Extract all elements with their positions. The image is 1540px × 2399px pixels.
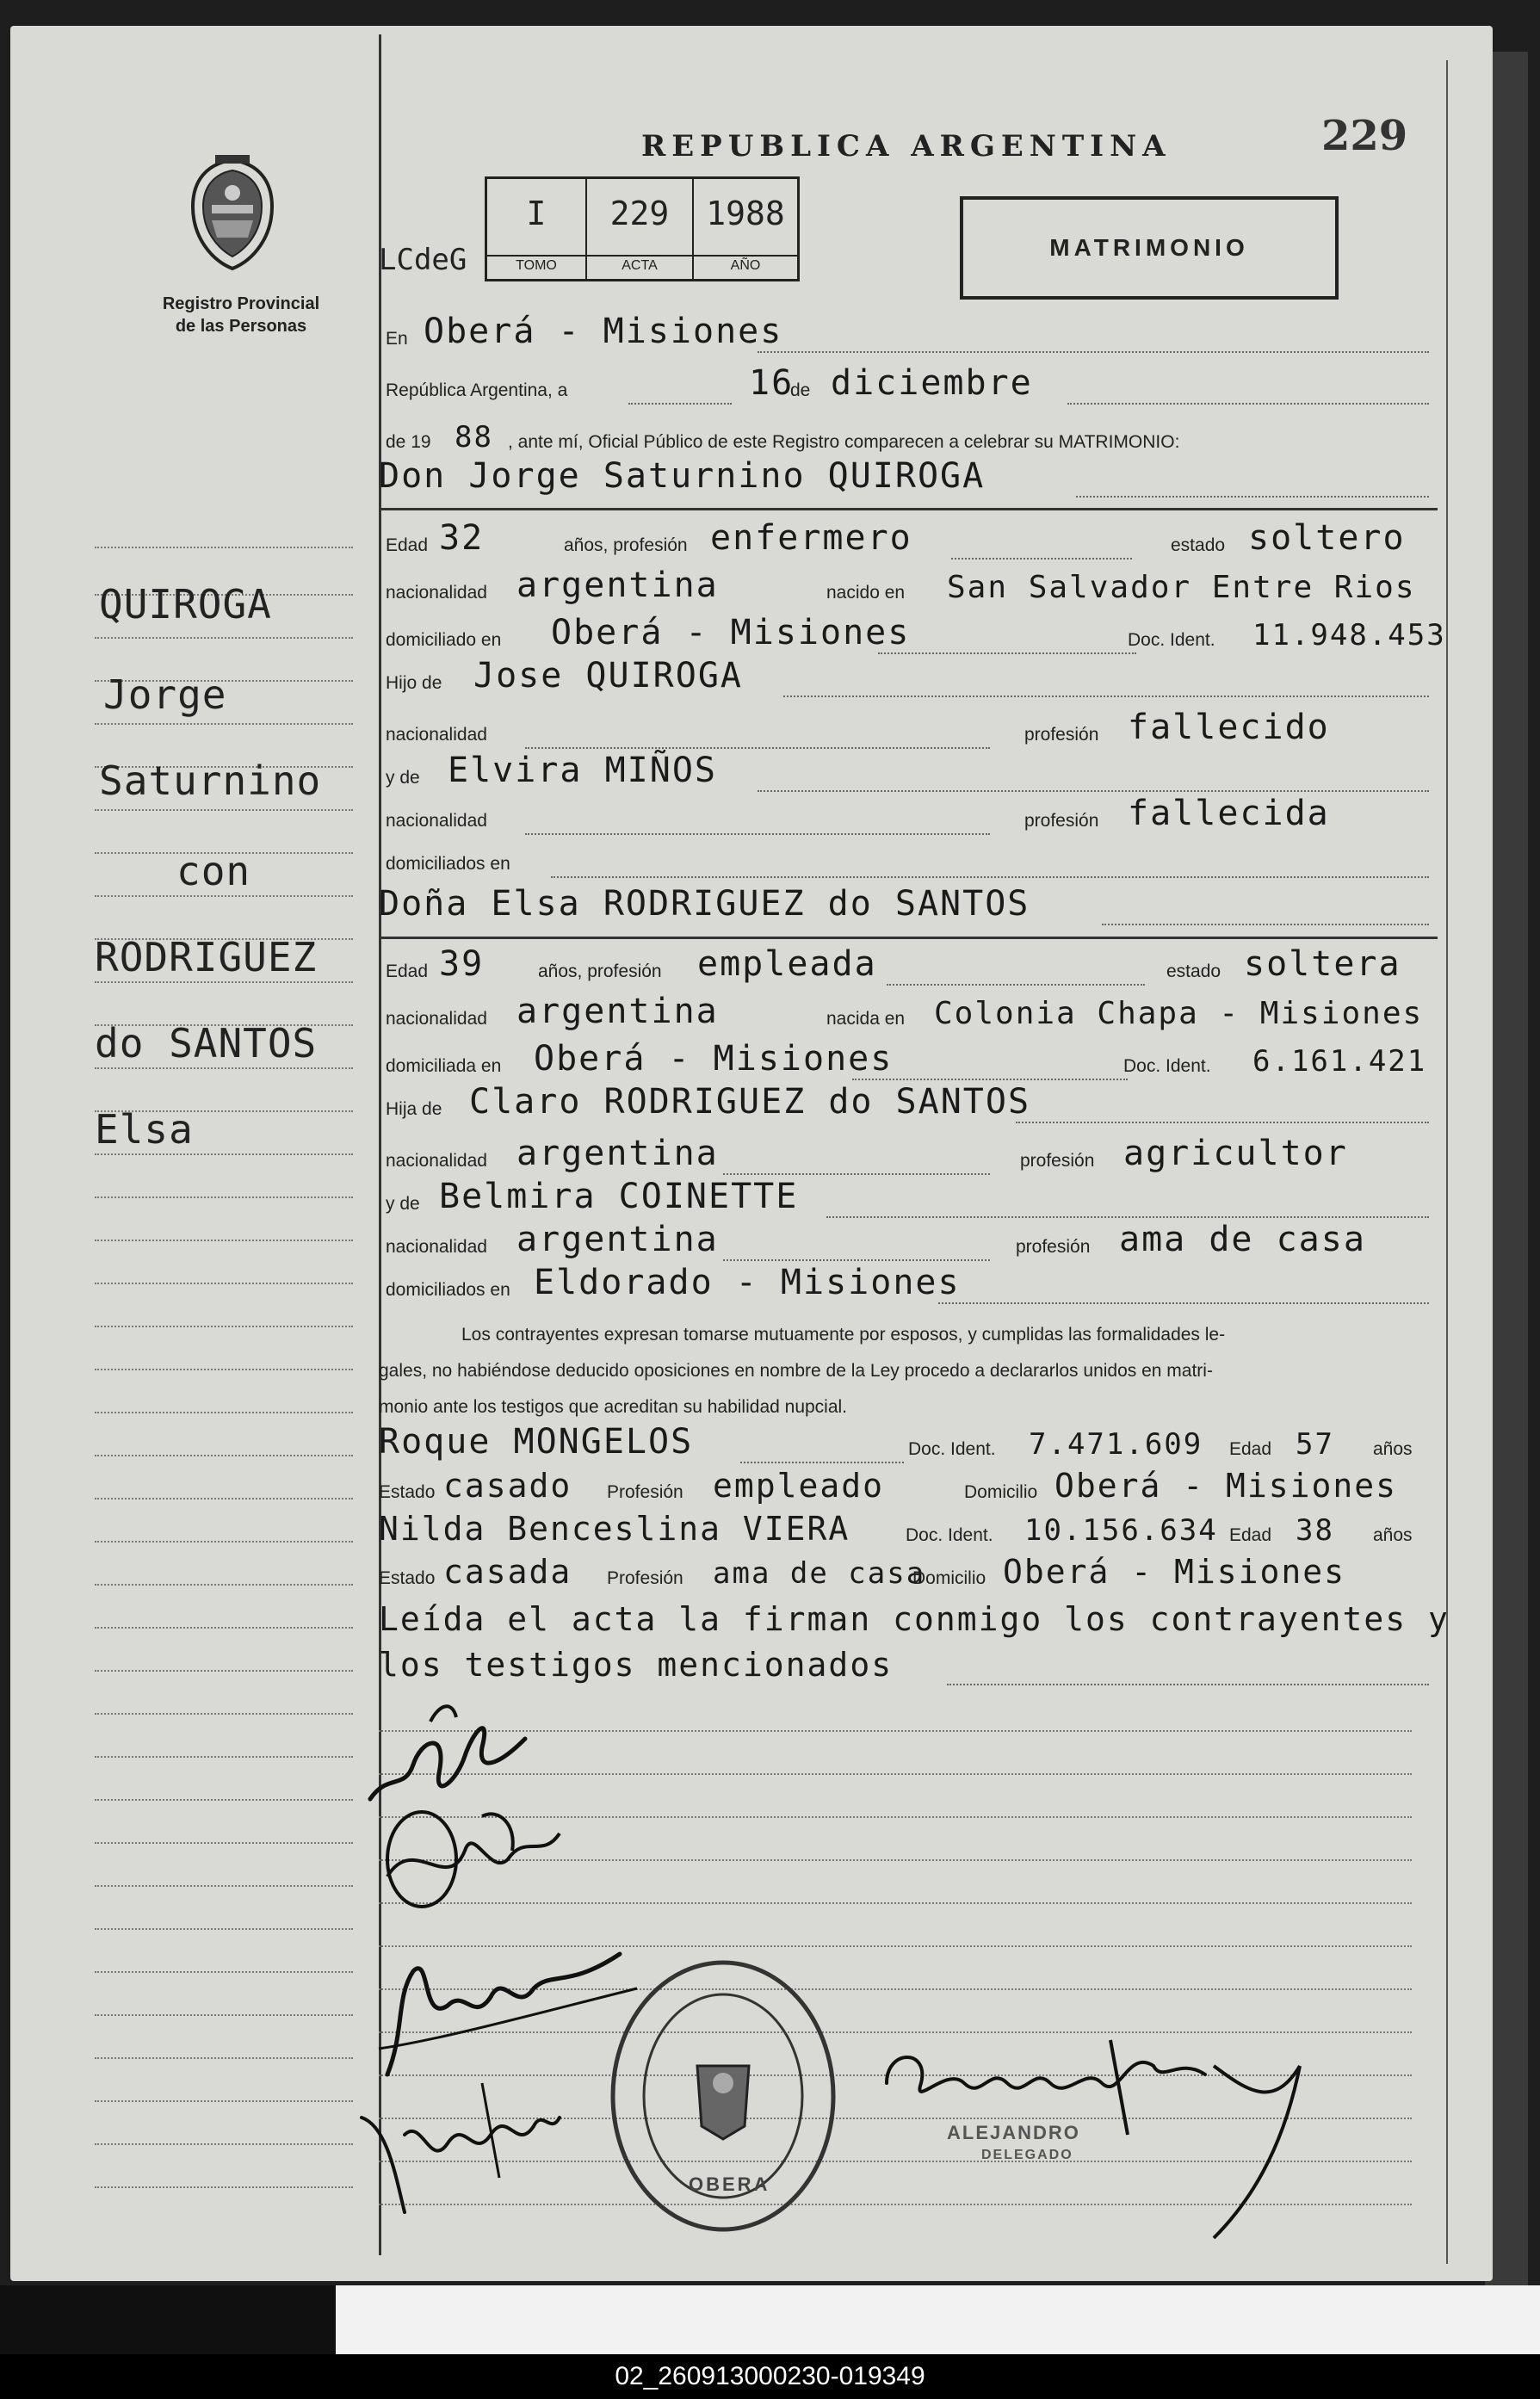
ante-text: , ante mí, Oficial Público de este Registro comparecen a celebrar su MATRIMONIO: bbox=[508, 432, 1180, 452]
statement-line-3: monio ante los testigos que acreditan su habilidad nupcial. bbox=[379, 1397, 848, 1417]
fill-line bbox=[1102, 924, 1429, 925]
yde-label: y de bbox=[386, 768, 420, 788]
fill-line bbox=[1067, 403, 1429, 405]
groom-father-nac-row bbox=[379, 708, 1438, 749]
tomo-label: TOMO bbox=[487, 255, 585, 277]
stamp-center-text: OBERA bbox=[689, 2173, 770, 2195]
nacionalidad-label: nacionalidad bbox=[386, 1237, 487, 1257]
domiciliada-label: domiciliada en bbox=[386, 1056, 502, 1076]
nacido-label: nacido en bbox=[826, 583, 906, 603]
profesion-label: Profesión bbox=[607, 1482, 683, 1502]
fill-line bbox=[951, 558, 1132, 560]
margin-rule bbox=[95, 1713, 353, 1715]
closing-line-2 bbox=[379, 1646, 1438, 1685]
official-title: DELEGADO bbox=[981, 2148, 1073, 2162]
estado-label: Estado bbox=[379, 1482, 436, 1502]
margin-rule bbox=[95, 2057, 353, 2059]
bride-dom-row bbox=[379, 1039, 1438, 1080]
nacida-label: nacida en bbox=[826, 1009, 906, 1029]
margin-rule bbox=[95, 637, 353, 639]
place-value: Oberá - Misiones bbox=[424, 312, 783, 351]
nacionalidad-label: nacionalidad bbox=[386, 811, 487, 831]
bride-nacionalidad: argentina bbox=[516, 992, 719, 1031]
fill-line bbox=[740, 1462, 904, 1463]
margin-rule bbox=[95, 1369, 353, 1370]
fill-line bbox=[525, 833, 990, 835]
witness-1-domicilio: Oberá - Misiones bbox=[1054, 1467, 1398, 1505]
bride-mother-nacionalidad: argentina bbox=[516, 1220, 719, 1259]
bride-mother-profesion: ama de casa bbox=[1119, 1220, 1366, 1259]
acta-cell bbox=[587, 179, 694, 279]
bride-father-nacionalidad: argentina bbox=[516, 1134, 719, 1173]
edad-label: Edad bbox=[1229, 1439, 1272, 1459]
profesion-label: profesión bbox=[1020, 1151, 1095, 1171]
book-code: LCdeG bbox=[379, 243, 467, 277]
registry-line-2: de las Personas bbox=[175, 317, 307, 336]
groom-estado: soltero bbox=[1248, 518, 1406, 558]
witness-1-doc: 7.471.609 bbox=[1029, 1427, 1203, 1462]
groom-edad-row bbox=[379, 518, 1438, 560]
groom-nacionalidad: argentina bbox=[516, 566, 719, 605]
signature-witness-2 bbox=[353, 2066, 577, 2238]
closing-line-1 bbox=[379, 1600, 1450, 1640]
bride-edad-row bbox=[379, 944, 1438, 986]
scan-border bbox=[336, 2285, 1540, 2354]
hijo-label: Hijo de bbox=[386, 673, 442, 693]
groom-dom-row bbox=[379, 613, 1446, 654]
margin-middle-name: Saturnino bbox=[99, 757, 322, 804]
place-row bbox=[379, 312, 1438, 353]
year-row bbox=[379, 422, 1438, 456]
groom-domiciliado: Oberá - Misiones bbox=[551, 613, 911, 652]
margin-rule bbox=[95, 1240, 353, 1241]
acta-value: 229 bbox=[609, 195, 670, 232]
signature-official bbox=[869, 2031, 1317, 2255]
profesion-label: profesión bbox=[1024, 811, 1099, 831]
ano-cell bbox=[694, 179, 797, 279]
margin-rule bbox=[95, 2014, 353, 2016]
year-value: 88 bbox=[455, 420, 493, 454]
margin-rule bbox=[95, 1498, 353, 1499]
margin-rule bbox=[95, 2186, 353, 2188]
margin-rule bbox=[95, 1627, 353, 1629]
acta-label: ACTA bbox=[587, 255, 692, 277]
bride-mother: Belmira COINETTE bbox=[439, 1177, 799, 1216]
witness-2-row bbox=[379, 1510, 1438, 1549]
margin-rule bbox=[95, 809, 353, 811]
fill-line bbox=[628, 403, 732, 405]
scan-border bbox=[0, 2285, 336, 2354]
margin-rule bbox=[95, 1799, 353, 1801]
fill-line bbox=[758, 351, 1429, 353]
bride-nac-row bbox=[379, 992, 1438, 1033]
fill-line bbox=[758, 790, 1429, 792]
witness-1-name: Roque MONGELOS bbox=[379, 1422, 694, 1462]
margin-rule bbox=[95, 1412, 353, 1413]
fill-line bbox=[723, 1259, 990, 1261]
groom-nac-row bbox=[379, 566, 1438, 607]
witness-1-estado: casado bbox=[443, 1467, 572, 1505]
section-rule bbox=[379, 937, 1438, 939]
closing-text-1: Leída el acta la firman conmigo los contrayentes y bbox=[379, 1600, 1450, 1638]
profesion-label: profesión bbox=[1024, 725, 1099, 745]
hija-label: Hija de bbox=[386, 1099, 442, 1119]
margin-rule bbox=[95, 1971, 353, 1973]
margin-rule bbox=[95, 1928, 353, 1930]
page-number: 229 bbox=[1321, 112, 1408, 160]
section-rule bbox=[379, 508, 1438, 510]
margin-rule bbox=[95, 1756, 353, 1758]
margin-bride-surname-2: do SANTOS bbox=[95, 1020, 318, 1067]
doc-label: Doc. Ident. bbox=[906, 1525, 993, 1545]
en-label: En bbox=[386, 329, 408, 349]
registry-seal-icon bbox=[181, 155, 284, 275]
bride-estado: soltera bbox=[1244, 944, 1401, 984]
estado-label: estado bbox=[1171, 535, 1226, 555]
witness-1-row bbox=[379, 1422, 1438, 1463]
bride-parents-dom-row bbox=[379, 1263, 1438, 1304]
date-row bbox=[379, 363, 1438, 405]
witness-2-profesion: ama de casa bbox=[713, 1556, 926, 1591]
domiciliados-label: domiciliados en bbox=[386, 1280, 510, 1300]
official-name: ALEJANDRO bbox=[947, 2122, 1080, 2143]
image-id-caption: 02_260913000230-019349 bbox=[615, 2362, 925, 2390]
statement-paragraph bbox=[379, 1317, 1438, 1425]
groom-father: Jose QUIROGA bbox=[473, 656, 743, 696]
doc-label: Doc. Ident. bbox=[1128, 630, 1215, 650]
bride-mother-nac-row bbox=[379, 1220, 1438, 1261]
nacionalidad-label: nacionalidad bbox=[386, 725, 487, 745]
bride-name: Doña Elsa RODRIGUEZ do SANTOS bbox=[379, 884, 1030, 924]
margin-rule bbox=[95, 547, 353, 548]
witness-1-profesion: empleado bbox=[713, 1467, 885, 1505]
fill-line bbox=[1016, 1122, 1429, 1123]
fill-line bbox=[525, 747, 990, 749]
margin-bride-name: Elsa bbox=[95, 1106, 194, 1153]
bride-father-profesion: agricultor bbox=[1123, 1134, 1348, 1173]
bride-nacida: Colonia Chapa - Misiones bbox=[934, 996, 1424, 1031]
edad-label: Edad bbox=[386, 961, 429, 981]
bride-father: Claro RODRIGUEZ do SANTOS bbox=[469, 1082, 1031, 1122]
margin-rule bbox=[95, 1541, 353, 1543]
nacionalidad-label: nacionalidad bbox=[386, 583, 487, 603]
margin-rule bbox=[95, 2100, 353, 2102]
estado-label: Estado bbox=[379, 1568, 436, 1588]
fill-line bbox=[551, 876, 1429, 878]
groom-profesion: enfermero bbox=[710, 518, 912, 558]
day-value: 16 bbox=[749, 363, 795, 403]
groom-father-profesion: fallecido bbox=[1128, 708, 1330, 747]
bride-father-row bbox=[379, 1082, 1438, 1123]
de-label: de bbox=[790, 380, 811, 400]
act-type-box bbox=[960, 196, 1339, 300]
fill-line bbox=[938, 1302, 1429, 1304]
tomo-value: I bbox=[526, 195, 547, 232]
signature-bride bbox=[362, 1799, 585, 1937]
fill-line bbox=[723, 1173, 990, 1175]
yde-label: y de bbox=[386, 1194, 420, 1214]
margin-rule bbox=[95, 981, 353, 983]
domicilio-label: Domicilio bbox=[912, 1568, 986, 1588]
profesion-label: Profesión bbox=[607, 1568, 683, 1588]
statement-line-2: gales, no habiéndose deducido oposiciones en nombre de la Ley procedo a declararlos unidos en matri- bbox=[379, 1361, 1213, 1381]
bride-mother-row bbox=[379, 1177, 1438, 1218]
margin-rule bbox=[95, 1842, 353, 1844]
groom-mother: Elvira MIÑOS bbox=[448, 751, 717, 790]
margin-rule bbox=[95, 1455, 353, 1456]
bride-parents-domicilio: Eldorado - Misiones bbox=[534, 1263, 961, 1302]
margin-con: con bbox=[176, 848, 251, 894]
doc-label: Doc. Ident. bbox=[1123, 1056, 1211, 1076]
witness-2-doc: 10.156.634 bbox=[1024, 1513, 1218, 1548]
bride-domiciliada: Oberá - Misiones bbox=[534, 1039, 894, 1079]
fill-line bbox=[826, 1216, 1429, 1218]
groom-nacido: San Salvador Entre Rios bbox=[947, 570, 1416, 605]
margin-given-name: Jorge bbox=[103, 671, 227, 718]
fill-line bbox=[878, 652, 1136, 654]
bride-profesion: empleada bbox=[697, 944, 877, 984]
ano-value: 1988 bbox=[706, 195, 785, 232]
margin-surname: QUIROGA bbox=[99, 581, 272, 628]
tomo-cell bbox=[487, 179, 587, 279]
profesion-label: años, profesión bbox=[564, 535, 688, 555]
groom-edad: 32 bbox=[439, 518, 485, 558]
record-reference-box bbox=[485, 176, 800, 281]
ano-label: AÑO bbox=[694, 255, 797, 277]
fill-line bbox=[947, 1684, 1429, 1685]
margin-rule bbox=[95, 1670, 353, 1672]
witness-2-domicilio: Oberá - Misiones bbox=[1003, 1553, 1346, 1591]
country-title: REPUBLICA ARGENTINA bbox=[641, 129, 1172, 164]
witness-2-detail-row bbox=[379, 1553, 1438, 1592]
domicilio-label: Domicilio bbox=[964, 1482, 1038, 1502]
margin-rule bbox=[95, 1584, 353, 1586]
registry-line-1: Registro Provincial bbox=[162, 294, 320, 313]
groom-doc: 11.948.453 bbox=[1252, 618, 1446, 652]
bride-name-row bbox=[379, 884, 1438, 925]
fill-line bbox=[852, 1079, 1128, 1080]
anos-label: años bbox=[1373, 1439, 1413, 1459]
groom-father-row bbox=[379, 656, 1438, 697]
republica-label: República Argentina, a bbox=[386, 380, 568, 400]
edad-label: Edad bbox=[1229, 1525, 1272, 1545]
witness-2-edad: 38 bbox=[1296, 1513, 1334, 1548]
statement-line-1: Los contrayentes expresan tomarse mutuamente por esposos, y cumplidas las formalidades le- bbox=[461, 1325, 1226, 1345]
margin-rule bbox=[95, 1067, 353, 1069]
groom-mother-profesion: fallecida bbox=[1128, 794, 1330, 833]
groom-name-row bbox=[379, 456, 1438, 498]
witness-2-estado: casada bbox=[443, 1553, 572, 1591]
registry-name bbox=[112, 293, 370, 337]
margin-rule bbox=[95, 1153, 353, 1155]
bride-father-nac-row bbox=[379, 1134, 1438, 1175]
closing-text-2: los testigos mencionados bbox=[379, 1646, 894, 1684]
nacionalidad-label: nacionalidad bbox=[386, 1151, 487, 1171]
witness-1-edad: 57 bbox=[1296, 1427, 1334, 1462]
margin-rule bbox=[95, 895, 353, 897]
edad-label: Edad bbox=[386, 535, 429, 555]
right-margin-line bbox=[1446, 60, 1448, 2264]
groom-name: Don Jorge Saturnino QUIROGA bbox=[379, 456, 986, 496]
margin-rule bbox=[95, 1885, 353, 1887]
estado-label: estado bbox=[1166, 961, 1221, 981]
fill-line bbox=[783, 696, 1429, 697]
fill-line bbox=[887, 984, 1145, 986]
groom-parents-dom-row bbox=[379, 844, 1438, 878]
bride-doc: 6.161.421 bbox=[1252, 1044, 1427, 1079]
doc-label: Doc. Ident. bbox=[908, 1439, 996, 1459]
anos-label: años bbox=[1373, 1525, 1413, 1545]
margin-rule bbox=[95, 1196, 353, 1198]
fill-line bbox=[1076, 496, 1429, 498]
domiciliados-label: domiciliados en bbox=[386, 854, 510, 874]
bride-edad: 39 bbox=[439, 944, 485, 984]
domiciliado-label: domiciliado en bbox=[386, 630, 502, 650]
profesion-label: profesión bbox=[1016, 1237, 1091, 1257]
groom-mother-nac-row bbox=[379, 794, 1438, 835]
margin-bride-surname: RODRIGUEZ bbox=[95, 934, 318, 980]
margin-rule bbox=[95, 723, 353, 725]
witness-1-detail-row bbox=[379, 1467, 1438, 1506]
act-type: MATRIMONIO bbox=[1049, 234, 1249, 261]
witness-2-name: Nilda Benceslina VIERA bbox=[379, 1510, 850, 1548]
margin-rule bbox=[95, 2143, 353, 2145]
margin-rule bbox=[95, 1283, 353, 1284]
profesion-label: años, profesión bbox=[538, 961, 662, 981]
year-prefix: de 19 bbox=[386, 432, 431, 452]
month-value: diciembre bbox=[831, 363, 1033, 403]
groom-mother-row bbox=[379, 751, 1438, 792]
margin-rule bbox=[95, 1326, 353, 1327]
nacionalidad-label: nacionalidad bbox=[386, 1009, 487, 1029]
